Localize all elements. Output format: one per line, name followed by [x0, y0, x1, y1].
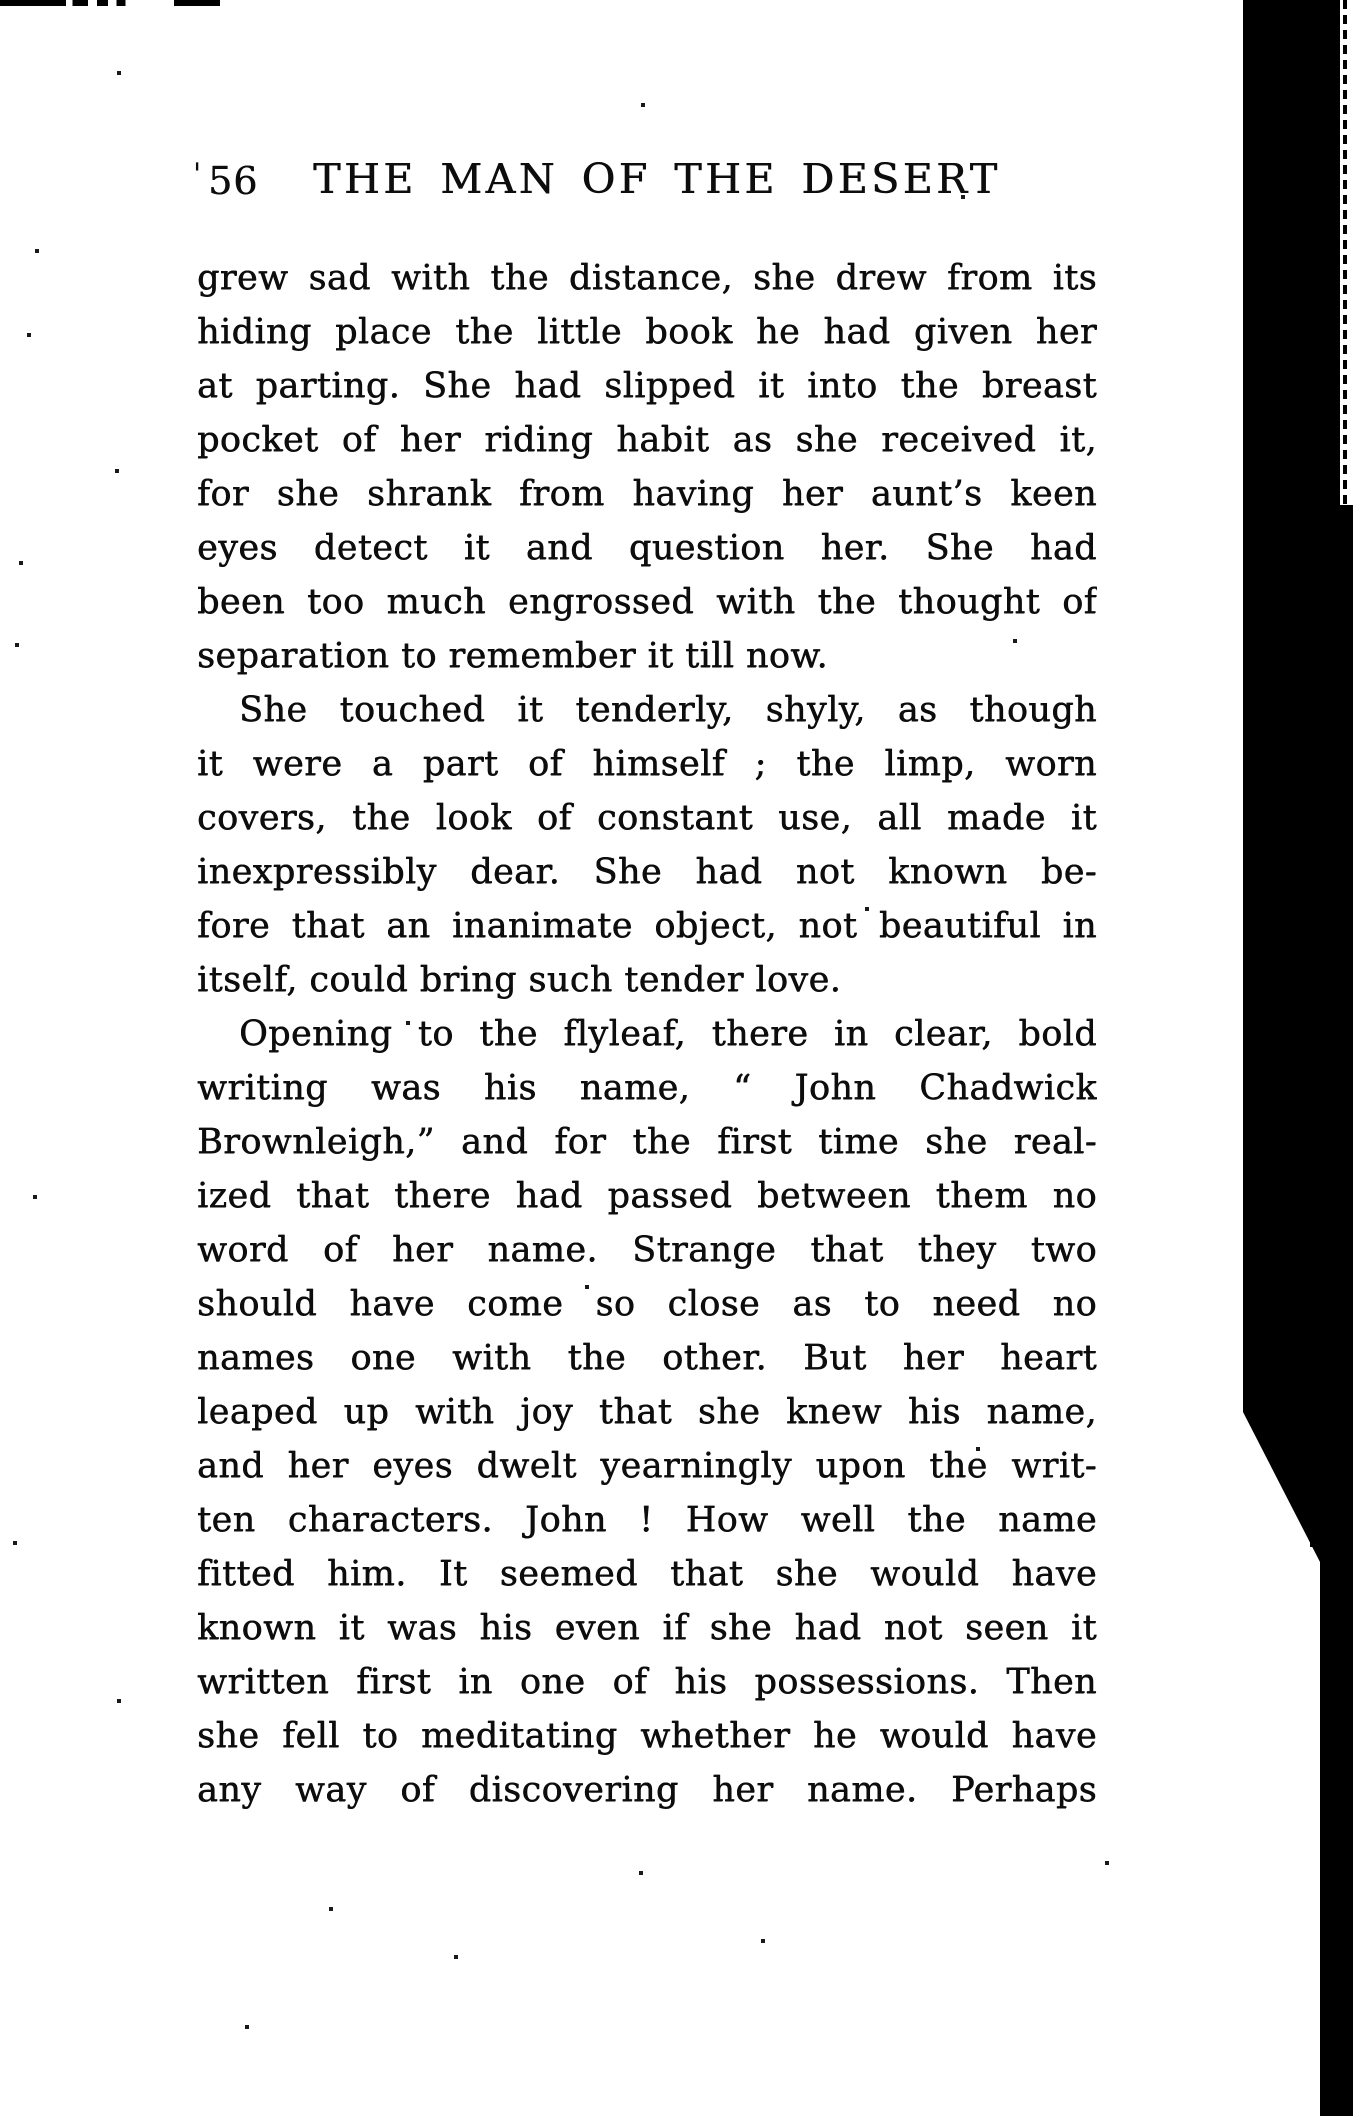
text-line: and her eyes dwelt yearningly upon the writ- — [197, 1446, 1097, 1486]
text-line: word of her name. Strange that they two — [197, 1230, 1097, 1270]
page-number: 56 — [208, 159, 259, 203]
text-line: grew sad with the distance, she drew from its — [197, 258, 1097, 298]
text-line: it were a part of himself ; the limp, worn — [197, 744, 1097, 784]
text-line: Brownleigh,” and for the first time she real- — [197, 1122, 1097, 1162]
text-line: She touched it tenderly, shyly, as though — [239, 690, 1097, 730]
text-line: she fell to meditating whether he would have — [197, 1716, 1097, 1756]
text-line: hiding place the little book he had given her — [197, 312, 1097, 352]
gutter-shadow-band-narrow — [1320, 1560, 1353, 2116]
text-line: covers, the look of constant use, all made it — [197, 798, 1097, 838]
text-line: written first in one of his possessions. Then — [197, 1662, 1097, 1702]
text-line: writing was his name, “ John Chadwick — [197, 1068, 1097, 1108]
text-line: fitted him. It seemed that she would have — [197, 1554, 1097, 1594]
text-line: ten characters. John ! How well the name — [197, 1500, 1097, 1540]
text-line: fore that an inanimate object, not beautiful in — [197, 906, 1097, 946]
gutter-shadow-fade — [1243, 1412, 1353, 1562]
text-line: should have come so close as to need no — [197, 1284, 1097, 1324]
text-line: ized that there had passed between them no — [197, 1176, 1097, 1216]
text-line: pocket of her riding habit as she received it, — [197, 420, 1097, 460]
gutter-shadow-band — [1243, 0, 1340, 1412]
text-line: names one with the other. But her heart — [197, 1338, 1097, 1378]
running-header-title: THE MAN OF THE DESERT — [313, 155, 1001, 203]
scan-edge-line — [0, 0, 220, 6]
text-line: known it was his even if she had not seen it — [197, 1608, 1097, 1648]
gutter-edge-strip-lower — [1340, 505, 1353, 1412]
scan-specks — [0, 0, 2, 2]
text-line: at parting. She had slipped it into the breast — [197, 366, 1097, 406]
text-line: itself, could bring such tender love. — [197, 960, 842, 1000]
stray-tick-mark: ' — [193, 157, 202, 192]
text-line: eyes detect it and question her. She had — [197, 528, 1097, 568]
gutter-edge-strip — [1343, 0, 1347, 505]
text-line: any way of discovering her name. Perhaps — [197, 1770, 1097, 1810]
text-line: Opening to the flyleaf, there in clear, bold — [239, 1014, 1097, 1054]
text-line: for she shrank from having her aunt’s keen — [197, 474, 1097, 514]
text-line: separation to remember it till now. — [197, 636, 829, 676]
text-block — [197, 251, 1097, 1817]
text-line: leaped up with joy that she knew his name, — [197, 1392, 1097, 1432]
text-line: inexpressibly dear. She had not known be- — [197, 852, 1097, 892]
text-line: been too much engrossed with the thought of — [197, 582, 1097, 622]
